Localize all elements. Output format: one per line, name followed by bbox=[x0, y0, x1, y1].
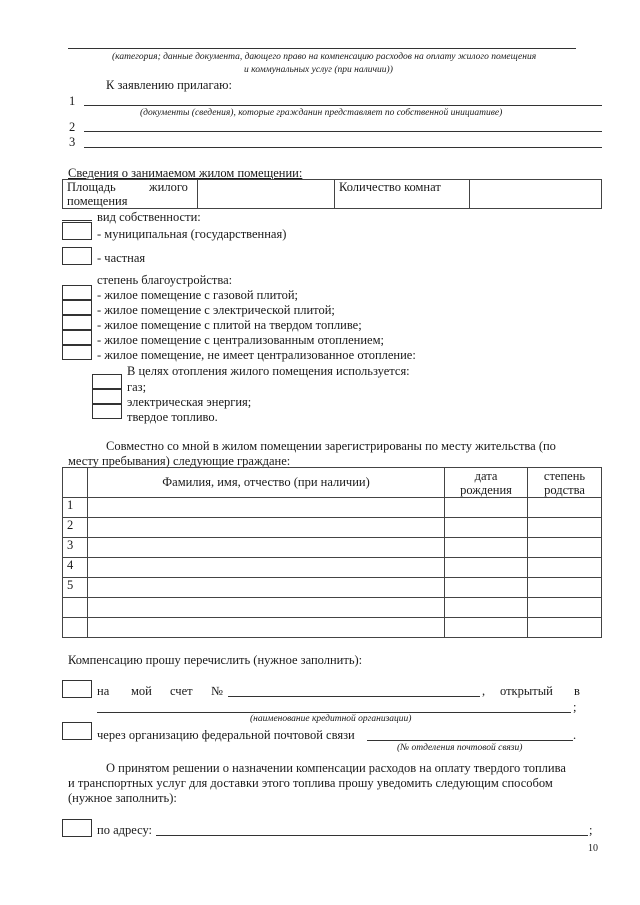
post-office-hint: (№ отделения почтовой связи) bbox=[397, 743, 523, 753]
comfort-central-heating-label: - жилое помещение с централизованным отоплением; bbox=[97, 333, 384, 347]
page-number: 10 bbox=[588, 843, 598, 854]
comfort-gas-checkbox[interactable] bbox=[62, 285, 92, 300]
heating-electric-label: электрическая энергия; bbox=[127, 395, 252, 409]
comfort-no-central-heating-checkbox[interactable] bbox=[62, 345, 92, 360]
account-number-line[interactable] bbox=[228, 696, 480, 697]
area-value-cell[interactable] bbox=[198, 180, 335, 209]
bank-name-line[interactable] bbox=[97, 712, 571, 713]
housing-title: Сведения о занимаемом жилом помещении: bbox=[68, 166, 303, 180]
payment-post-checkbox[interactable] bbox=[62, 722, 92, 740]
table-row: 2 bbox=[63, 518, 602, 538]
heating-electric-checkbox[interactable] bbox=[92, 389, 122, 404]
payment-in-label: в bbox=[574, 684, 580, 698]
bank-name-hint: (наименование кредитной организации) bbox=[250, 714, 412, 724]
ownership-title: вид собственности: bbox=[97, 210, 201, 224]
heating-solid-fuel-label: твердое топливо. bbox=[127, 410, 218, 424]
payment-post-label: через организацию федеральной почтовой связи bbox=[97, 728, 355, 742]
attachment-line-3[interactable] bbox=[84, 147, 602, 148]
comfort-electric-checkbox[interactable] bbox=[62, 300, 92, 315]
col-header-name: Фамилия, имя, отчество (при наличии) bbox=[88, 468, 445, 498]
attachment-number-2: 2 bbox=[69, 120, 76, 134]
category-fill-line[interactable] bbox=[68, 48, 576, 49]
table-row: 4 bbox=[63, 558, 602, 578]
comfort-central-heating-checkbox[interactable] bbox=[62, 330, 92, 345]
address-line[interactable] bbox=[156, 835, 588, 836]
post-office-line[interactable] bbox=[367, 740, 573, 741]
comfort-gas-label: - жилое помещение с газовой плитой; bbox=[97, 288, 298, 302]
comfort-no-central-heating-label: - жилое помещение, не имеет централизованное отопление: bbox=[97, 348, 416, 362]
area-label-cell: Площадь жилого помещения bbox=[63, 180, 198, 209]
notify-line-1: О принятом решении о назначении компенсации расходов на оплату твердого топлива bbox=[106, 761, 566, 775]
ownership-municipal-checkbox[interactable] bbox=[62, 222, 92, 240]
heating-gas-label: газ; bbox=[127, 380, 147, 394]
attachments-hint: (документы (сведения), которые гражданин представляет по собственной инициативе) bbox=[140, 108, 503, 118]
housing-table bbox=[62, 179, 602, 209]
payment-title: Компенсацию прошу перечислить (нужное заполнить): bbox=[68, 653, 363, 667]
residents-intro-1: Совместно со мной в жилом помещении зарегистрированы по месту жительства (по bbox=[106, 439, 556, 453]
payment-account-number-sign: № bbox=[211, 684, 223, 698]
comfort-solid-fuel-checkbox[interactable] bbox=[62, 315, 92, 330]
category-hint-2: и коммунальных услуг (при наличии)) bbox=[244, 65, 393, 75]
category-hint-1: (категория; данные документа, дающего право на компенсацию расходов на оплату жилого помещения bbox=[112, 52, 537, 62]
payment-account-word-2: мой bbox=[131, 684, 152, 698]
col-header-date: дата рождения bbox=[445, 468, 528, 498]
attachment-number-3: 3 bbox=[69, 135, 76, 149]
heating-gas-checkbox[interactable] bbox=[92, 374, 122, 389]
table-row bbox=[63, 618, 602, 638]
comfort-electric-label: - жилое помещение с электрической плитой; bbox=[97, 303, 335, 317]
notify-line-2: и транспортных услуг для доставки этого топлива прошу уведомить следующим способом bbox=[68, 776, 553, 790]
table-row: 1 bbox=[63, 498, 602, 518]
ownership-private-label: - частная bbox=[97, 251, 146, 265]
ownership-private-checkbox[interactable] bbox=[62, 247, 92, 265]
residents-intro-2: месту пребывания) следующие граждане: bbox=[68, 454, 291, 468]
rooms-label-cell: Количество комнат bbox=[335, 180, 470, 209]
notify-address-checkbox[interactable] bbox=[62, 819, 92, 837]
heating-solid-fuel-checkbox[interactable] bbox=[92, 404, 122, 419]
rooms-value-cell[interactable] bbox=[470, 180, 602, 209]
ownership-municipal-label: - муниципальная (государственная) bbox=[97, 227, 287, 241]
payment-account-checkbox[interactable] bbox=[62, 680, 92, 698]
col-header-relation: степень родства bbox=[528, 468, 602, 498]
payment-account-word-1: на bbox=[97, 684, 110, 698]
payment-opened-label: открытый bbox=[500, 684, 553, 698]
notify-address-label: по адресу: bbox=[97, 823, 153, 837]
table-row: 3 bbox=[63, 538, 602, 558]
ownership-underline bbox=[62, 220, 92, 221]
attachment-number-1: 1 bbox=[69, 94, 76, 108]
payment-account-word-3: счет bbox=[170, 684, 193, 698]
comfort-title: степень благоустройства: bbox=[97, 273, 233, 287]
attachment-line-1[interactable] bbox=[84, 105, 602, 106]
attachment-line-2[interactable] bbox=[84, 131, 602, 132]
notify-line-3: (нужное заполнить): bbox=[68, 791, 177, 805]
comfort-solid-fuel-label: - жилое помещение с плитой на твердом топливе; bbox=[97, 318, 362, 332]
residents-table bbox=[62, 467, 602, 638]
table-row bbox=[63, 598, 602, 618]
heating-title: В целях отопления жилого помещения используется: bbox=[127, 364, 410, 378]
attachments-title: К заявлению прилагаю: bbox=[106, 78, 232, 92]
table-row: 5 bbox=[63, 578, 602, 598]
